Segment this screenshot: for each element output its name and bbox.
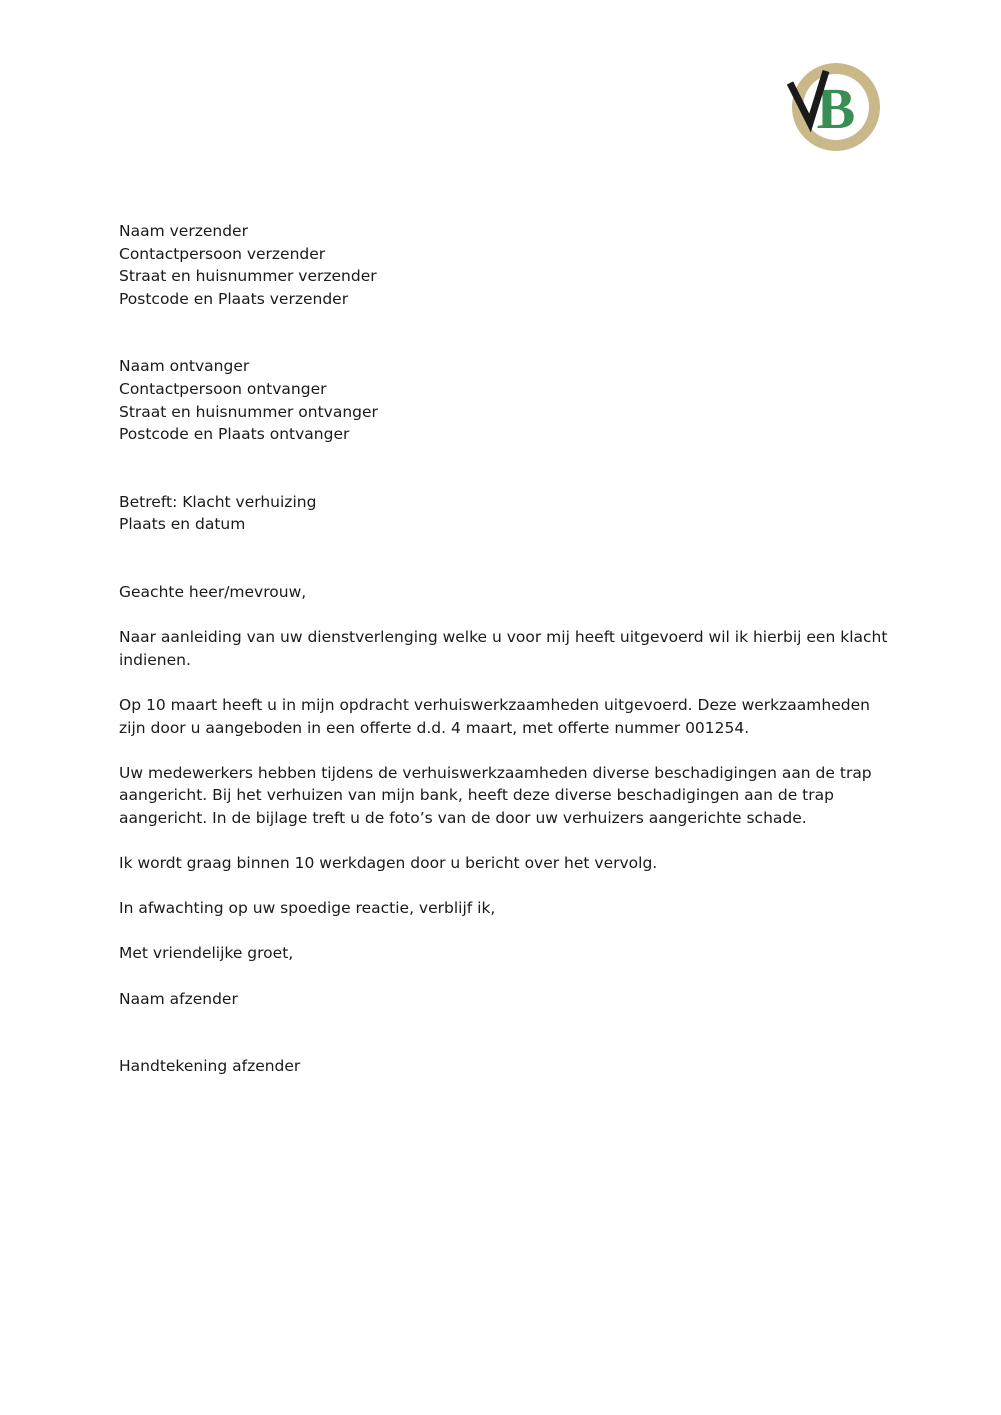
salutation: Geachte heer/mevrouw,	[119, 582, 307, 601]
paragraph-5: In afwachting op uw spoedige reactie, verblijf ik,	[119, 899, 496, 918]
recipient-contact: Contactpersoon ontvanger	[119, 379, 327, 398]
paragraph-2: Op 10 maart heeft u in mijn opdracht verhuiswerkzaamheden uitgevoerd. Deze werkzaamheden zijn door u aangeboden in een offerte d.d. 4 maart, met offerte nummer 001254.	[119, 695, 870, 737]
sender-address	[119, 220, 889, 310]
svg-text:B: B	[816, 76, 856, 141]
sender-name-sign: Naam afzender	[119, 989, 238, 1008]
subject-line: Betreft: Klacht verhuizing	[119, 492, 317, 511]
letter-content	[119, 220, 889, 1078]
paragraph-3: Uw medewerkers hebben tijdens de verhuiswerkzaamheden diverse beschadigingen aan de trap aangericht. Bij het verhuizen van mijn bank, heeft deze diverse beschadigingen aan de trap aangericht. In de bijlage treft u de foto’s van de door uw verhuizers aangerichte schade.	[119, 763, 872, 827]
recipient-name: Naam ontvanger	[119, 357, 250, 376]
vb-logo-icon	[786, 61, 882, 153]
sender-contact: Contactpersoon verzender	[119, 244, 326, 263]
closing: Met vriendelijke groet,	[119, 944, 294, 963]
subject-block	[119, 491, 889, 536]
sender-name: Naam verzender	[119, 222, 248, 240]
recipient-street: Straat en huisnummer ontvanger	[119, 402, 378, 421]
sender-street: Straat en huisnummer verzender	[119, 267, 377, 286]
paragraph-1: Naar aanleiding van uw dienstverlenging welke u voor mij heeft uitgevoerd wil ik hierbij een klacht indienen.	[119, 628, 888, 669]
recipient-address	[119, 355, 889, 445]
recipient-postal-city: Postcode en Plaats ontvanger	[119, 425, 350, 444]
place-date: Plaats en datum	[119, 515, 246, 534]
sender-postal-city: Postcode en Plaats verzender	[119, 289, 349, 308]
signature: Handtekening afzender	[119, 1057, 301, 1076]
paragraph-4: Ik wordt graag binnen 10 werkdagen door u bericht over het vervolg.	[119, 854, 658, 873]
